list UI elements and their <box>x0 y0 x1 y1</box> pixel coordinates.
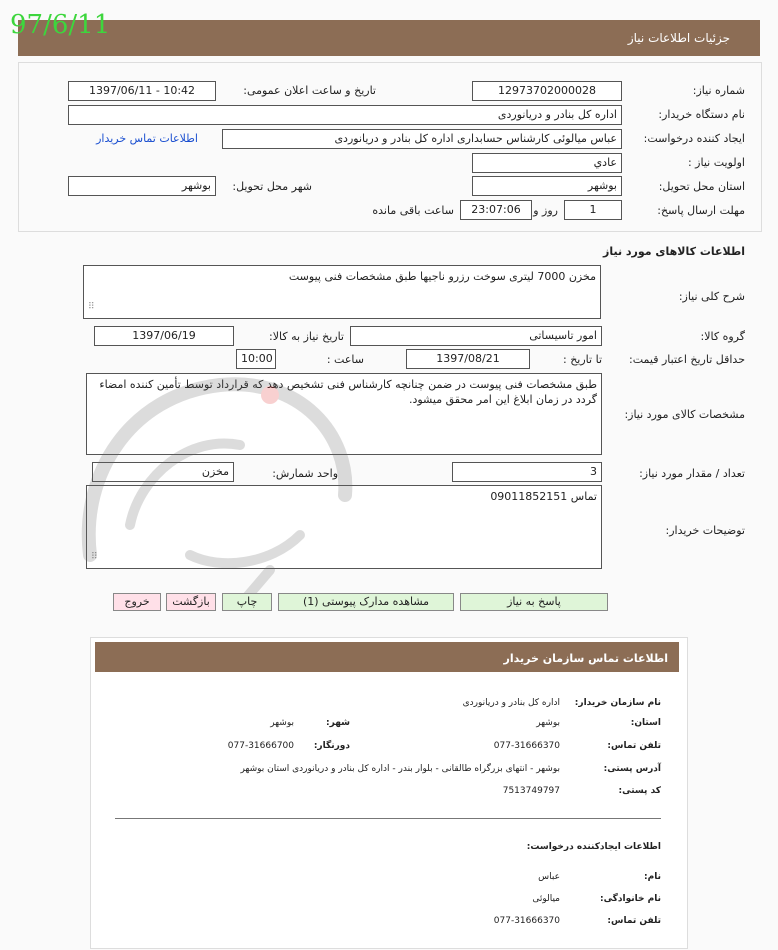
specs-label: مشخصات کالای مورد نیاز: <box>624 408 745 421</box>
card-province-value: بوشهر <box>536 718 560 728</box>
days-word: روز و <box>533 204 558 217</box>
buyer-org-field: اداره کل بنادر و دریانوردی <box>68 105 622 125</box>
need-number-field: 12973702000028 <box>472 81 622 101</box>
need-date-label: تاریخ نیاز به کالا: <box>269 330 344 343</box>
province-field: بوشهر <box>472 176 622 196</box>
card-divider <box>115 818 661 819</box>
time-field: 10:00 <box>236 349 276 369</box>
view-attachments-button[interactable]: مشاهده مدارک پیوستی (1) <box>278 593 454 611</box>
first-name-label: نام: <box>644 872 661 882</box>
requester-section-title: اطلاعات ایجادکننده درخواست: <box>526 842 661 852</box>
buyer-org-label: نام دستگاه خریدار: <box>658 108 745 121</box>
unit-label: واحد شمارش: <box>272 467 338 480</box>
contact-card-title: اطلاعات تماس سازمان خریدار <box>503 652 668 665</box>
org-value: اداره کل بنادر و دریانوردی <box>462 698 560 708</box>
print-button[interactable]: چاپ <box>222 593 272 611</box>
card-city-label: شهر: <box>326 718 350 728</box>
exit-button[interactable]: خروج <box>113 593 161 611</box>
card-postal-value: 7513749797 <box>502 786 560 796</box>
unit-field: مخزن <box>92 462 234 482</box>
card-address-value: بوشهر - انتهای بزرگراه طالقانی - بلوار بندر - اداره کل بنادر و دریانوردی استان بوشهر <box>240 764 560 774</box>
respond-button[interactable]: پاسخ به نیاز <box>460 593 608 611</box>
need-number-label: شماره نیاز: <box>692 84 745 97</box>
specs-text: طبق مشخصات فنی پیوست در ضمن چنانچه کارشناس فنی تشخیص دهد که قرارداد توسط تأمین کننده امضاء گردد در زمان ابلاغ این امر محقق میشود. <box>99 378 597 406</box>
buyer-notes-text: تماس 09011852151 <box>490 490 597 503</box>
time-label: ساعت : <box>326 353 364 366</box>
need-date-field: 1397/06/19 <box>94 326 234 346</box>
summary-text: مخزن 7000 لیتری سوخت رزرو ناجیها طبق مشخصات فنی پیوست <box>288 270 596 283</box>
req-phone-value: 077-31666370 <box>493 916 560 926</box>
buyer-notes-label: توضیحات خریدار: <box>665 524 745 537</box>
until-date-label: تا تاریخ : <box>563 353 602 366</box>
summary-label: شرح کلی نیاز: <box>678 290 745 303</box>
card-phone-value: 077-31666370 <box>493 741 560 751</box>
deadline-days-field: 1 <box>564 200 622 220</box>
deadline-label: مهلت ارسال پاسخ: <box>657 204 745 217</box>
card-phone-label: تلفن تماس: <box>607 741 661 751</box>
org-label: نام سازمان خریدار: <box>574 698 661 708</box>
summary-field <box>83 265 601 319</box>
announce-field: 1397/06/11 - 10:42 <box>68 81 216 101</box>
req-phone-label: تلفن تماس: <box>607 916 661 926</box>
city-field: بوشهر <box>68 176 216 196</box>
priority-label: اولویت نیاز : <box>687 156 745 169</box>
until-date-field: 1397/08/21 <box>406 349 530 369</box>
first-name-value: عباس <box>538 872 560 882</box>
group-label: گروه کالا: <box>700 330 745 343</box>
remaining-word: ساعت باقی مانده <box>372 204 454 217</box>
back-button[interactable]: بازگشت <box>166 593 216 611</box>
quantity-label: تعداد / مقدار مورد نیاز: <box>639 467 745 480</box>
card-fax-value: 077-31666700 <box>227 741 294 751</box>
price-validity-label: حداقل تاریخ اعتبار قیمت: <box>629 353 745 366</box>
resize-grip-icon[interactable]: ⠿ <box>88 302 95 312</box>
contact-card <box>90 637 688 949</box>
last-name-label: نام خانوادگی: <box>599 894 661 904</box>
card-postal-label: کد پستی: <box>618 786 661 796</box>
goods-section-title: اطلاعات کالاهای مورد نیاز <box>603 245 745 258</box>
specs-field <box>86 373 602 455</box>
priority-field: عادي <box>472 153 622 173</box>
card-address-label: آدرس پستی: <box>603 764 661 774</box>
card-city-value: بوشهر <box>270 718 294 728</box>
card-fax-label: دورنگار: <box>313 741 350 751</box>
page-title: جزئیات اطلاعات نیاز <box>627 31 730 45</box>
announce-label: تاریخ و ساعت اعلان عمومی: <box>243 84 376 97</box>
province-label: استان محل تحویل: <box>658 180 745 193</box>
last-name-value: میالوئی <box>532 894 560 904</box>
resize-grip-icon[interactable]: ⠿ <box>91 552 98 562</box>
city-label: شهر محل تحویل: <box>232 180 312 193</box>
group-field: امور تاسیساتی <box>350 326 602 346</box>
requester-label: ایجاد کننده درخواست: <box>643 132 745 145</box>
requester-field: عباس میالوئی کارشناس حسابداری اداره کل بنادر و دریانوردی <box>222 129 622 149</box>
card-province-label: استان: <box>630 718 661 728</box>
buyer-contact-link[interactable]: اطلاعات تماس خریدار <box>96 132 198 145</box>
buyer-notes-field <box>86 485 602 569</box>
date-stamp: 97/6/11 <box>10 10 111 40</box>
deadline-time-field: 23:07:06 <box>460 200 532 220</box>
quantity-field: 3 <box>452 462 602 482</box>
